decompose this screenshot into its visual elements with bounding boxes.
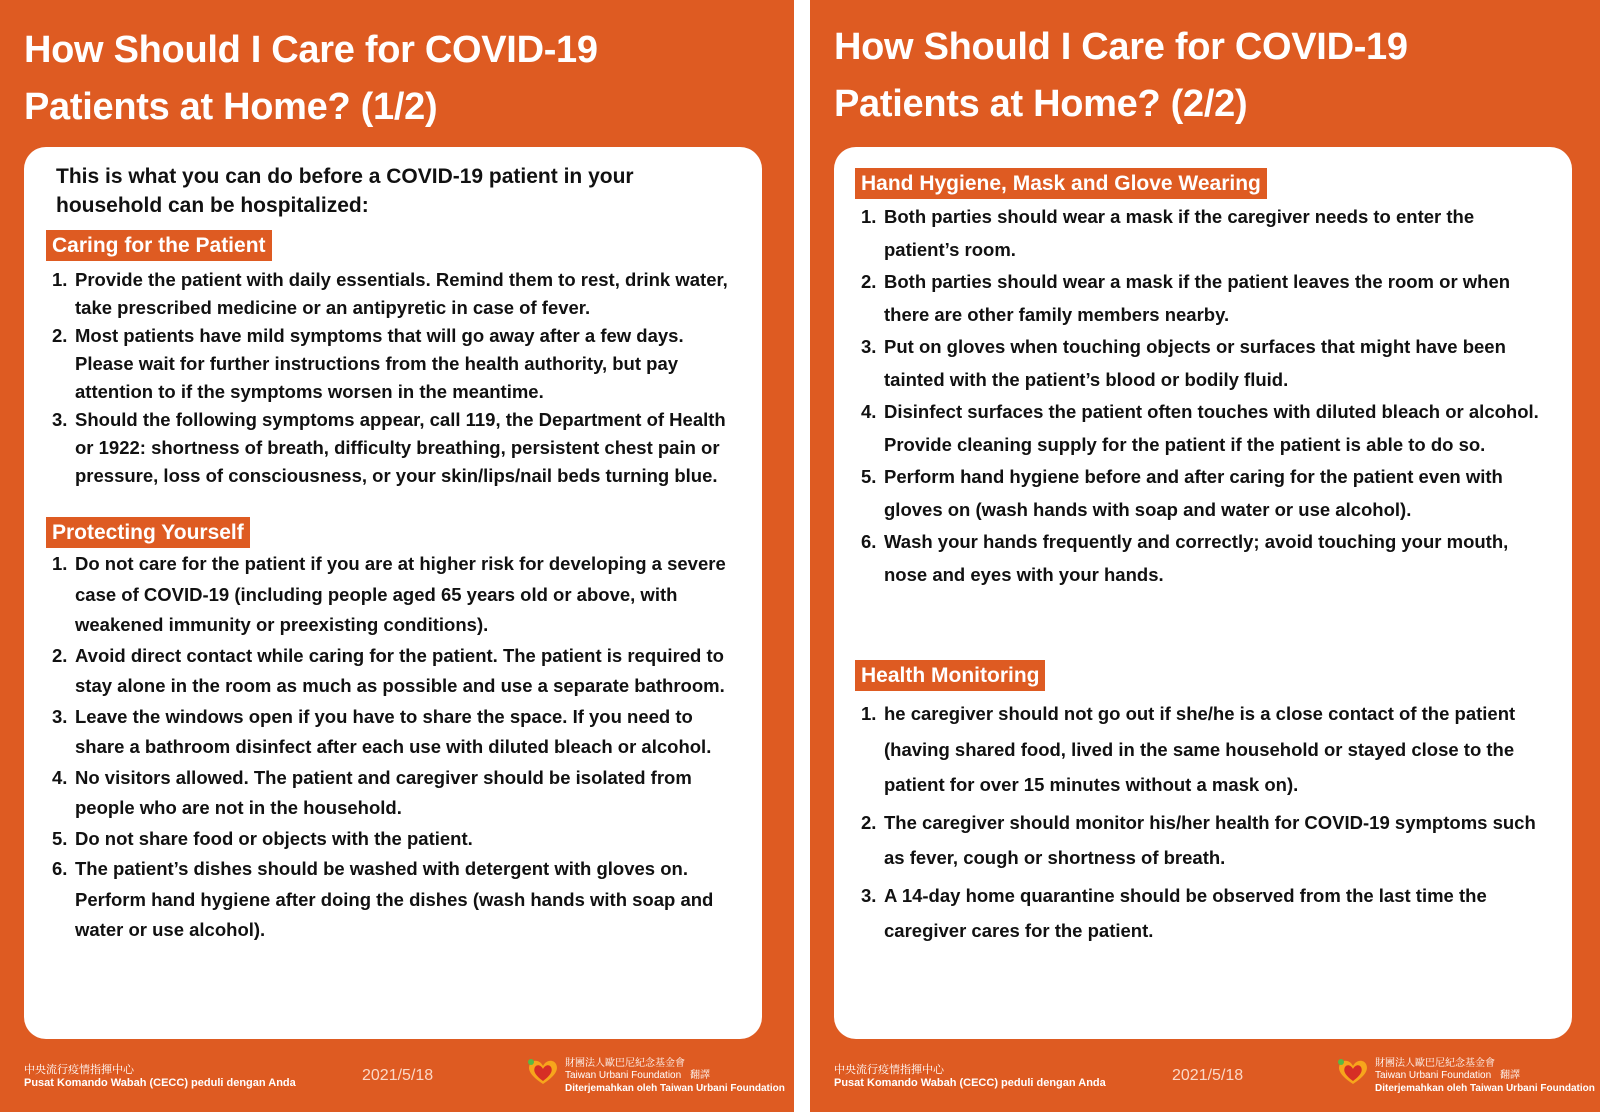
hygiene-list	[861, 201, 1551, 591]
foundation-heart-icon	[1335, 1057, 1371, 1087]
list-item	[52, 641, 732, 702]
list-text: Avoid direct contact while caring for the patient. The patient is required to stay alone in the room as much as possible and use a separate bathroom.	[75, 644, 725, 696]
section-heading-monitoring: Health Monitoring	[855, 660, 1045, 691]
list-number: 6.	[861, 531, 877, 552]
foundation-logo	[525, 1057, 785, 1097]
list-text: Do not share food or objects with the patient.	[75, 827, 473, 849]
list-text: Perform hand hygiene before and after caring for the patient even with gloves on (wash hands with soap and water or use alcohol).	[884, 466, 1503, 520]
logo-english-name: Taiwan Urbani Foundation	[1375, 1070, 1492, 1081]
list-number: 2.	[52, 325, 68, 346]
list-text: The patient’s dishes should be washed with detergent with gloves on. Perform hand hygiene after doing the dishes (wash hands with soap and water or use alcohol).	[75, 858, 714, 940]
foundation-logo	[1335, 1057, 1595, 1097]
list-number: 3.	[861, 336, 877, 357]
caring-list	[52, 266, 732, 490]
page-title	[834, 19, 1574, 133]
list-item	[52, 549, 732, 641]
list-item	[861, 201, 1551, 266]
list-number: 1.	[861, 206, 877, 227]
list-number: 5.	[861, 466, 877, 487]
section-heading-hygiene: Hand Hygiene, Mask and Glove Wearing	[855, 168, 1267, 199]
list-item	[52, 406, 732, 490]
list-text: Most patients have mild symptoms that will go away after a few days. Please wait for further instructions from the health authority, but pay attention to if the symptoms worsen in the meantime.	[75, 325, 684, 402]
list-item	[861, 805, 1551, 876]
footer-organization	[834, 1064, 1106, 1090]
monitoring-list	[861, 696, 1551, 951]
list-item	[861, 331, 1551, 396]
page-title	[24, 22, 764, 136]
protecting-list	[52, 549, 732, 946]
list-text: Both parties should wear a mask if the caregiver needs to enter the patient’s room.	[884, 206, 1475, 260]
section-heading-caring: Caring for the Patient	[46, 230, 272, 261]
content-card	[834, 147, 1572, 1039]
page-title-line-2: Patients at Home? (1/2)	[24, 86, 438, 128]
list-text: Provide the patient with daily essentials. Remind them to rest, drink water, take prescribed medicine or an antipyretic in case of fever.	[75, 269, 728, 318]
footer-org-chinese: 中央流行疫情指揮中心	[834, 1064, 944, 1076]
list-number: 2.	[861, 811, 877, 833]
list-text: Leave the windows open if you have to share the space. If you need to share a bathroom disinfect after each use with diluted bleach or alcohol.	[75, 705, 712, 757]
page-title-line-2: Patients at Home? (2/2)	[834, 83, 1248, 125]
list-text: Do not care for the patient if you are at higher risk for developing a severe case of COVID-19 (including people aged 65 years old or above, with weakened immunity or preexisting conditions).	[75, 553, 726, 635]
footer-date: 2021/5/18	[362, 1067, 434, 1084]
list-number: 5.	[52, 827, 68, 849]
list-number: 1.	[52, 269, 68, 290]
intro-text: This is what you can do before a COVID-19 patient in your household can be hospitalized:	[56, 165, 634, 217]
logo-translator-credit: Diterjemahkan oleh Taiwan Urbani Foundation	[565, 1083, 785, 1094]
footer-org-indonesian: Pusat Komando Wabah (CECC) peduli dengan Anda	[834, 1077, 1106, 1089]
list-text: he caregiver should not go out if she/he is a close contact of the patient (having shared food, lived in the same household or stayed close to the patient for over 15 minutes without a mask on).	[884, 703, 1516, 795]
list-number: 2.	[52, 644, 68, 666]
section-heading-protecting: Protecting Yourself	[46, 517, 250, 548]
list-number: 4.	[52, 766, 68, 788]
list-number: 1.	[861, 703, 877, 724]
list-item	[861, 396, 1551, 461]
list-item	[52, 702, 732, 763]
list-item	[861, 878, 1551, 949]
list-item	[861, 526, 1551, 591]
list-text: Should the following symptoms appear, call 119, the Department of Health or 1922: shortness of breath, difficulty breathing, persistent chest pain or pressure, loss of consciousness, or your skin/lips/nail beds turning blue.	[75, 409, 726, 486]
logo-translation-label: 翻譯	[1500, 1070, 1520, 1081]
list-text: Put on gloves when touching objects or surfaces that might have been tainted with the patient’s blood or bodily fluid.	[884, 336, 1506, 390]
list-number: 3.	[52, 705, 68, 727]
list-number: 4.	[861, 401, 877, 422]
list-item	[52, 824, 732, 855]
logo-translator-credit: Diterjemahkan oleh Taiwan Urbani Foundation	[1375, 1083, 1595, 1094]
poster-page-1	[0, 0, 794, 1112]
list-text: Both parties should wear a mask if the patient leaves the room or when there are other family members nearby.	[884, 271, 1511, 325]
list-number: 3.	[52, 409, 68, 430]
footer-organization	[24, 1064, 296, 1090]
logo-chinese-name: 財團法人歐巴尼紀念基金會	[565, 1058, 685, 1069]
list-text: No visitors allowed. The patient and caregiver should be isolated from people who are not in the household.	[75, 766, 692, 818]
footer-org-chinese: 中央流行疫情指揮中心	[24, 1064, 134, 1076]
logo-chinese-name: 財團法人歐巴尼紀念基金會	[1375, 1058, 1495, 1069]
list-number: 2.	[861, 271, 877, 292]
logo-english-name: Taiwan Urbani Foundation	[565, 1070, 682, 1081]
list-text: Disinfect surfaces the patient often touches with diluted bleach or alcohol. Provide cleaning supply for the patient if the patient is able to do so.	[884, 401, 1539, 455]
footer-date: 2021/5/18	[1172, 1067, 1244, 1084]
poster-page-2	[810, 0, 1600, 1112]
list-item	[861, 266, 1551, 331]
list-item	[52, 854, 732, 946]
list-item	[52, 266, 732, 322]
page-title-line-1: How Should I Care for COVID-19	[834, 26, 1408, 68]
list-item	[52, 322, 732, 406]
page-title-line-1: How Should I Care for COVID-19	[24, 29, 598, 71]
list-item	[861, 461, 1551, 526]
list-number: 3.	[861, 884, 877, 906]
content-card	[24, 147, 762, 1039]
footer-org-indonesian: Pusat Komando Wabah (CECC) peduli dengan Anda	[24, 1077, 296, 1089]
logo-translation-label: 翻譯	[690, 1070, 710, 1081]
list-item	[861, 696, 1551, 803]
foundation-heart-icon	[525, 1057, 561, 1087]
list-text: Wash your hands frequently and correctly; avoid touching your mouth, nose and eyes with your hands.	[884, 531, 1509, 585]
list-number: 6.	[52, 858, 68, 879]
list-text: The caregiver should monitor his/her health for COVID-19 symptoms such as fever, cough or shortness of breath.	[884, 811, 1536, 868]
list-text: A 14-day home quarantine should be observed from the last time the caregiver cares for the patient.	[884, 884, 1487, 941]
list-number: 1.	[52, 553, 68, 574]
list-item	[52, 763, 732, 824]
